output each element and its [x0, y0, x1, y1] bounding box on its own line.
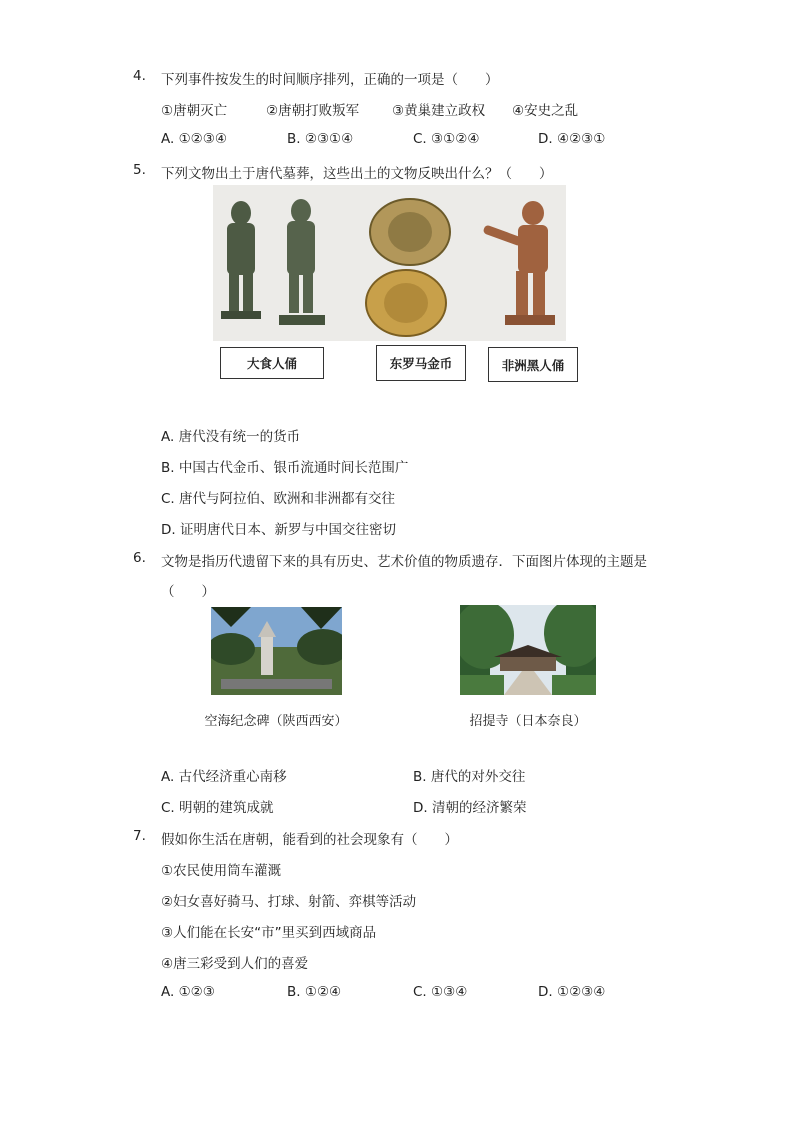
phenomenon-item: ②妇女喜好骑马、打球、射箭、弈棋等活动 — [161, 894, 417, 910]
temple-illustration — [460, 605, 596, 695]
event-item: ③黄巢建立政权 — [392, 103, 486, 119]
memorial-illustration — [211, 607, 342, 695]
phenomenon-item: ③人们能在长安“市”里买到西域商品 — [161, 925, 377, 941]
option-d[interactable]: D. ①②③④ — [538, 984, 606, 1000]
option-a[interactable]: A. ①②③ — [161, 984, 215, 1000]
image-caption: 空海纪念碑（陕西西安） — [204, 714, 348, 729]
artifact-label: 东罗马金币 — [376, 345, 466, 381]
question-stem: 下列事件按发生的时间顺序排列，正确的一项是（ ） — [161, 72, 499, 88]
option-b[interactable]: B. 唐代的对外交往 — [413, 769, 526, 785]
artifact-label: 大食人俑 — [220, 347, 324, 379]
event-item: ④安史之乱 — [512, 103, 579, 119]
question-number: 5. — [133, 162, 146, 178]
event-item: ②唐朝打败叛军 — [266, 103, 360, 119]
artifact-label: 非洲黑人俑 — [488, 347, 578, 382]
question-stem: 假如你生活在唐朝，能看到的社会现象有（ ） — [161, 832, 458, 848]
option-b[interactable]: B. ②③①④ — [287, 131, 354, 147]
phenomenon-item: ①农民使用筒车灌溉 — [161, 863, 282, 879]
memorial-photo — [211, 607, 342, 695]
option-c[interactable]: C. ③①②④ — [413, 131, 480, 147]
question-number: 6. — [133, 550, 146, 566]
artifacts-illustration — [213, 185, 566, 341]
option-c[interactable]: C. 唐代与阿拉伯、欧洲和非洲都有交往 — [161, 491, 396, 507]
option-d[interactable]: D. ④②③① — [538, 131, 606, 147]
image-caption: 招提寺（日本奈良） — [469, 714, 587, 729]
question-stem: 下列文物出土于唐代墓葬，这些出土的文物反映出什么？（ ） — [161, 166, 553, 182]
artifacts-photo — [213, 185, 566, 341]
option-d[interactable]: D. 清朝的经济繁荣 — [413, 800, 527, 816]
option-b[interactable]: B. ①②④ — [287, 984, 342, 1000]
question-number: 4. — [133, 68, 146, 84]
question-stem: 文物是指历代遗留下来的具有历史、艺术价值的物质遗存．下面图片体现的主题是 — [161, 554, 647, 570]
event-item: ①唐朝灭亡 — [161, 103, 228, 119]
temple-photo — [460, 605, 596, 695]
phenomenon-item: ④唐三彩受到人们的喜爱 — [161, 956, 309, 972]
question-number: 7. — [133, 828, 146, 844]
option-d[interactable]: D. 证明唐代日本、新罗与中国交往密切 — [161, 522, 396, 538]
option-a[interactable]: A. 唐代没有统一的货币 — [161, 429, 301, 445]
option-a[interactable]: A. ①②③④ — [161, 131, 227, 147]
option-a[interactable]: A. 古代经济重心南移 — [161, 769, 287, 785]
option-c[interactable]: C. 明朝的建筑成就 — [161, 800, 274, 816]
option-b[interactable]: B. 中国古代金币、银币流通时间长范围广 — [161, 460, 409, 476]
question-stem-cont: （ ） — [161, 584, 215, 600]
option-c[interactable]: C. ①③④ — [413, 984, 468, 1000]
